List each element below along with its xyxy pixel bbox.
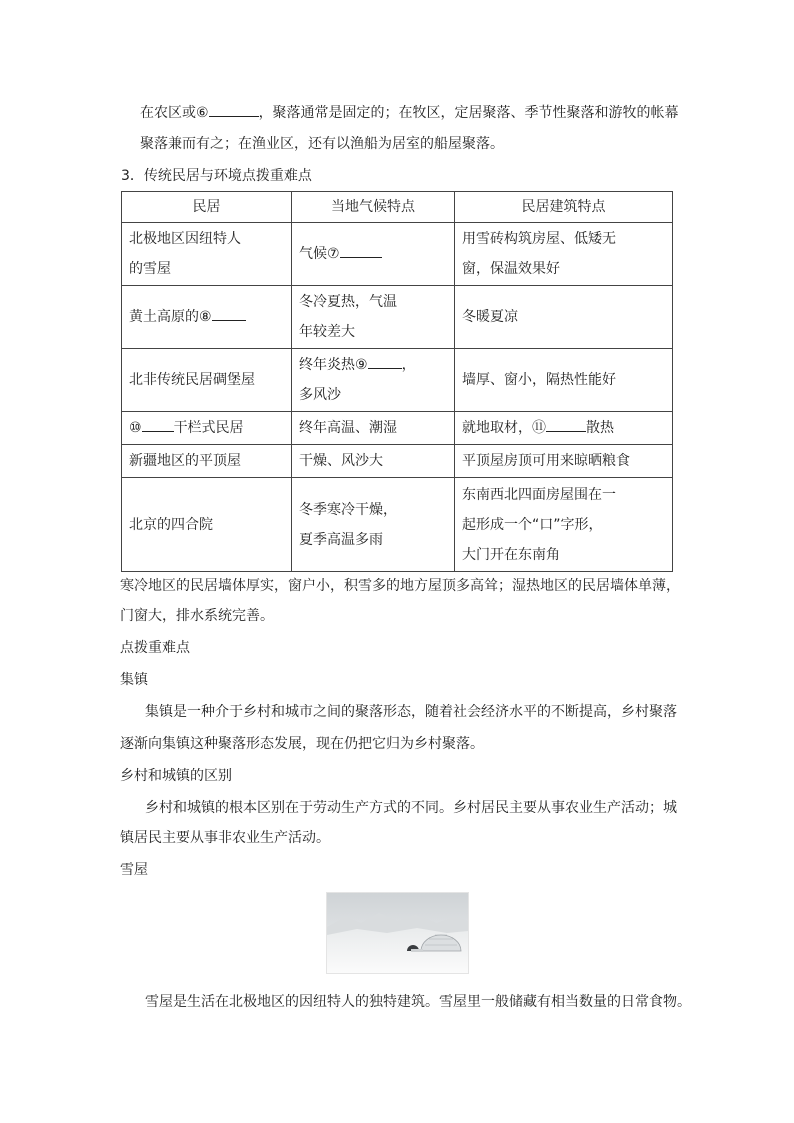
cell-line: 大门开在东南角 bbox=[462, 546, 560, 563]
igloo-photo bbox=[326, 892, 469, 974]
igloo-caption: 雪屋是生活在北极地区的因纽特人的独特建筑。雪屋里一般储藏有相当数量的日常食物。 bbox=[145, 994, 691, 1010]
cell-line: 年较差大 bbox=[299, 324, 355, 340]
cell-dwelling: 北京的四合院 bbox=[122, 478, 292, 572]
cell-climate bbox=[292, 286, 455, 349]
cell-line: 冬季寒冷干燥， bbox=[299, 501, 397, 518]
cell-line: 东南西北四面房屋围在一 bbox=[462, 486, 616, 503]
cell-text: 黄土高原的⑧ bbox=[129, 309, 212, 325]
town-line-2: 逐渐向集镇这种聚落形态发展，现在仍把它归为乡村聚落。 bbox=[120, 736, 484, 752]
cell-climate: 终年高温、潮湿 bbox=[292, 412, 455, 445]
town-line-1: 集镇是一种介于乡村和城市之间的聚落形态，随着社会经济水平的不断提高，乡村聚落 bbox=[145, 704, 677, 720]
cell-text: 散热 bbox=[586, 420, 614, 436]
table-row bbox=[122, 412, 673, 445]
summary-line-1: 寒冷地区的民居墙体厚实，窗户小，积雪多的地方屋顶多高耸；湿热地区的民居墙体单薄， bbox=[120, 578, 680, 594]
table-row bbox=[122, 445, 673, 478]
blank-10 bbox=[142, 417, 174, 432]
intro-line-2: 聚落兼而有之；在渔业区，还有以渔船为居室的船屋聚落。 bbox=[140, 136, 504, 152]
cell-dwelling: 北非传统民居碉堡屋 bbox=[122, 349, 292, 412]
cell-features bbox=[455, 478, 673, 572]
difference-line-2: 镇居民主要从事非农业生产活动。 bbox=[120, 830, 330, 846]
table-row bbox=[122, 478, 673, 572]
blank-6 bbox=[209, 102, 259, 117]
cell-text: 气候⑦ bbox=[299, 246, 340, 262]
cell-features: 平顶屋房顶可用来晾晒粮食 bbox=[455, 445, 673, 478]
blank-8 bbox=[212, 306, 246, 321]
blank-7 bbox=[340, 243, 382, 258]
igloo-illustration bbox=[327, 893, 468, 973]
blank-11 bbox=[546, 417, 586, 432]
cell-line: 的雪屋 bbox=[129, 261, 171, 277]
intro-line-1 bbox=[140, 102, 679, 123]
cell-line: 多风沙 bbox=[299, 387, 341, 403]
cell-climate bbox=[292, 478, 455, 572]
header-features: 民居建筑特点 bbox=[455, 192, 673, 223]
table-header-row bbox=[122, 192, 673, 223]
table-row bbox=[122, 286, 673, 349]
difference-heading: 乡村和城镇的区别 bbox=[120, 768, 232, 784]
cell-features: 冬暖夏凉 bbox=[455, 286, 673, 349]
cell-line: 用雪砖构筑房屋、低矮无 bbox=[462, 231, 616, 247]
intro-line-1-start: 在农区或⑥ bbox=[140, 105, 209, 121]
cell-features bbox=[455, 412, 673, 445]
cell-text: 终年炎热⑨ bbox=[299, 357, 368, 373]
header-dwelling: 民居 bbox=[122, 192, 292, 223]
intro-line-1-end: ，聚落通常是固定的；在牧区，定居聚落、季节性聚落和游牧的帐幕 bbox=[258, 105, 679, 121]
cell-line: 起形成一个“口”字形， bbox=[462, 516, 603, 533]
cell-dwelling bbox=[122, 412, 292, 445]
cell-climate: 干燥、风沙大 bbox=[292, 445, 455, 478]
section-3-title: 3．传统民居与环境点拨重难点 bbox=[121, 168, 312, 184]
cell-line: 冬冷夏热，气温 bbox=[299, 294, 397, 310]
cell-line: 夏季高温多雨 bbox=[299, 531, 383, 548]
cell-features: 墙厚、窗小，隔热性能好 bbox=[455, 349, 673, 412]
blank-9 bbox=[368, 354, 402, 369]
summary-line-2: 门窗大，排水系统完善。 bbox=[120, 608, 274, 624]
key-points-heading: 点拨重难点 bbox=[120, 640, 190, 656]
cell-text: 干栏式民居 bbox=[173, 420, 244, 436]
header-climate: 当地气候特点 bbox=[292, 192, 455, 223]
table-row bbox=[122, 349, 673, 412]
cell-text: 就地取材，⑪ bbox=[462, 420, 546, 436]
cell-climate bbox=[292, 223, 455, 286]
difference-line-1: 乡村和城镇的根本区别在于劳动生产方式的不同。乡村居民主要从事农业生产活动；城 bbox=[145, 800, 677, 816]
cell-line: 北极地区因纽特人 bbox=[129, 231, 241, 247]
dwelling-table bbox=[121, 191, 673, 572]
table-row bbox=[122, 223, 673, 286]
igloo-heading: 雪屋 bbox=[120, 862, 148, 878]
cell-line bbox=[299, 350, 447, 380]
cell-dwelling bbox=[122, 286, 292, 349]
cell-text: ⑩ bbox=[129, 420, 142, 436]
cell-dwelling bbox=[122, 223, 292, 286]
cell-line: 窗，保温效果好 bbox=[462, 261, 560, 277]
cell-dwelling: 新疆地区的平顶屋 bbox=[122, 445, 292, 478]
cell-climate bbox=[292, 349, 455, 412]
cell-features bbox=[455, 223, 673, 286]
town-heading: 集镇 bbox=[120, 672, 148, 688]
cell-text: ， bbox=[401, 357, 416, 373]
